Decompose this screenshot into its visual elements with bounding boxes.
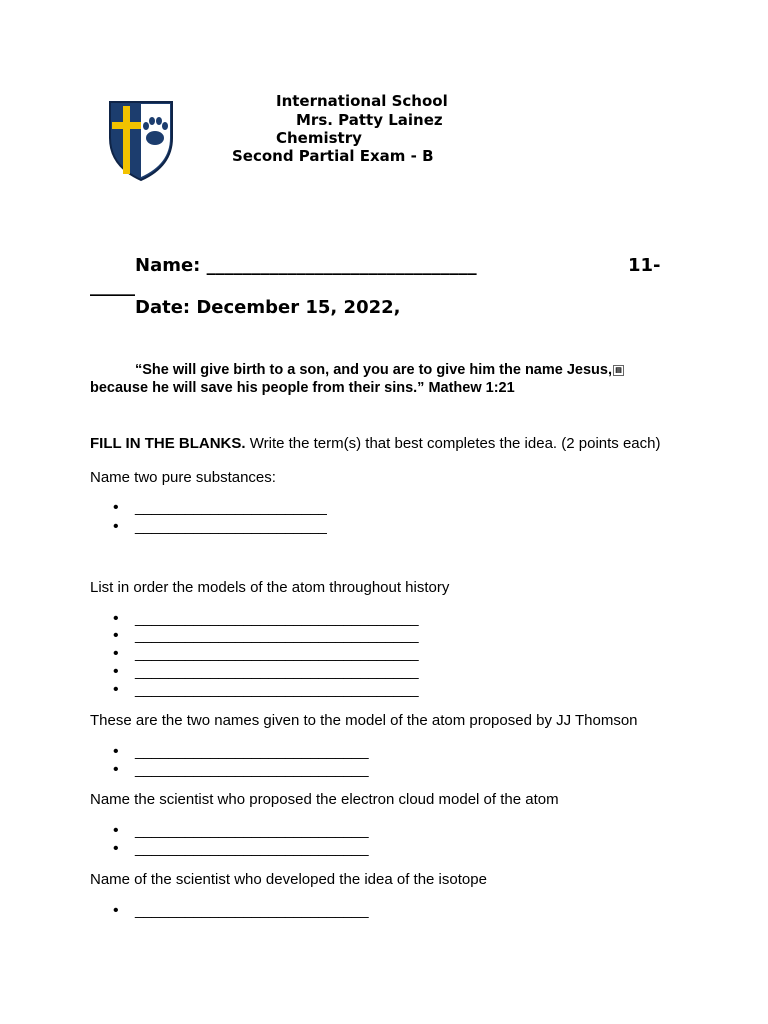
name-field: Name: ______________________________ xyxy=(135,255,477,276)
embedded-object-icon: ▤ xyxy=(613,365,624,376)
question-3: These are the two names given to the model of the atom proposed by JJ Thomson xyxy=(90,712,638,729)
grade-blank: _____ xyxy=(90,276,135,297)
question-2: List in order the models of the atom throughout history xyxy=(90,579,450,596)
instructions-text: Write the term(s) that best completes the idea. (2 points each) xyxy=(245,435,661,452)
grade-field: 11- xyxy=(628,255,661,276)
answer-blank: • ____________________________ xyxy=(113,902,369,919)
answer-blank: • __________________________________ xyxy=(113,610,419,627)
answer-blank: • ____________________________ xyxy=(113,743,369,760)
school-logo xyxy=(108,98,174,182)
date-line: Date: December 15, 2022, xyxy=(135,297,401,318)
answer-blank: • __________________________________ xyxy=(113,681,419,698)
subject-name: Chemistry xyxy=(276,129,362,147)
answer-blank: • ____________________________ xyxy=(113,840,369,857)
school-name: International School xyxy=(276,92,448,110)
answer-blank: • __________________________________ xyxy=(113,645,419,662)
answer-blank: • _______________________ xyxy=(113,518,327,535)
exam-title: Second Partial Exam - B xyxy=(232,147,434,165)
teacher-name: Mrs. Patty Lainez xyxy=(296,111,443,129)
bible-verse xyxy=(90,361,680,397)
answer-blank: • _______________________ xyxy=(113,499,327,516)
answer-blank: • __________________________________ xyxy=(113,627,419,644)
verse-part-1: “She will give birth to a son, and you are to give him the name Jesus, xyxy=(135,362,612,378)
verse-part-2: because he will save his people from their sins.” Mathew 1:21 xyxy=(90,380,515,396)
question-1: Name two pure substances: xyxy=(90,469,276,486)
answer-blank: • __________________________________ xyxy=(113,663,419,680)
question-5: Name of the scientist who developed the idea of the isotope xyxy=(90,871,487,888)
question-4: Name the scientist who proposed the electron cloud model of the atom xyxy=(90,791,559,808)
answer-blank: • ____________________________ xyxy=(113,761,369,778)
instructions xyxy=(90,435,660,453)
instructions-heading: FILL IN THE BLANKS. xyxy=(90,435,246,452)
shield-cross-paw-icon xyxy=(108,98,174,182)
answer-blank: • ____________________________ xyxy=(113,822,369,839)
